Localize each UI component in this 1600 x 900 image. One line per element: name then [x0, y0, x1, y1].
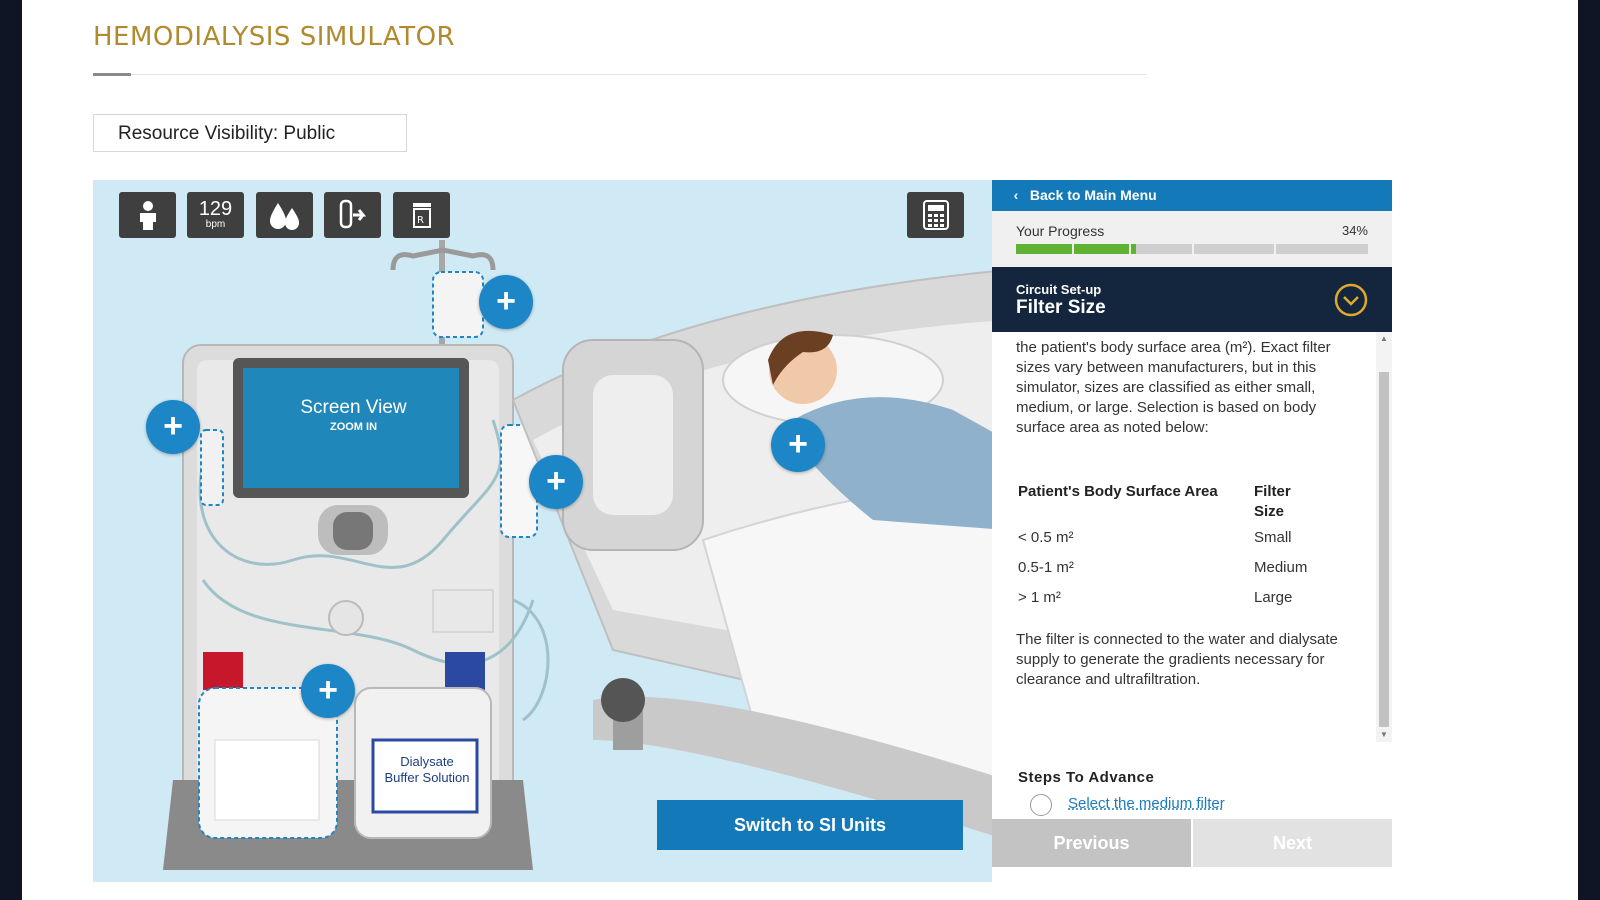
svg-text:R: R	[416, 215, 424, 226]
jug-label-line2: Buffer Solution	[384, 770, 470, 785]
simulation-scene	[93, 180, 1007, 882]
scroll-down-icon[interactable]: ▼	[1380, 730, 1388, 739]
progress-fill	[1016, 244, 1136, 254]
jug-label-line1: Dialysate	[400, 754, 454, 769]
add-iv-bag-button[interactable]: +	[479, 275, 533, 329]
switch-si-units-button[interactable]: Switch to SI Units	[657, 800, 963, 850]
select-medium-filter-link[interactable]: Select the medium filter	[1068, 795, 1225, 812]
add-solution-jug-button[interactable]: +	[301, 664, 355, 718]
table-cell-bsa: < 0.5 m²	[1018, 529, 1074, 546]
table-header-filter-size: Filter Size	[1254, 483, 1291, 520]
drops-icon	[267, 200, 303, 230]
table-cell-size: Medium	[1254, 559, 1308, 576]
progress-percent: 34%	[1341, 223, 1368, 238]
patient-info-button[interactable]	[119, 192, 176, 238]
title-divider	[93, 74, 1147, 75]
next-button[interactable]: Next	[1193, 819, 1392, 867]
table-header-bsa: Patient's Body Surface Area	[1018, 483, 1218, 500]
title-divider-accent	[93, 73, 131, 76]
screen-view-title: Screen View	[300, 397, 407, 418]
scroll-up-icon[interactable]: ▲	[1380, 334, 1388, 343]
add-right-filter-button[interactable]: +	[529, 455, 583, 509]
progress-label: Your Progress	[1016, 223, 1105, 239]
dialysate-jug-label	[375, 742, 479, 814]
step-content	[992, 332, 1376, 742]
scrollbar-thumb[interactable]	[1379, 372, 1389, 727]
progress-section	[992, 211, 1392, 267]
fluids-button[interactable]	[256, 192, 313, 238]
progress-segment-divider	[1129, 244, 1131, 254]
heart-rate-value: 129	[198, 198, 233, 220]
step-checkbox[interactable]	[1030, 794, 1052, 816]
resource-visibility-label: Resource Visibility: Public	[93, 114, 407, 152]
progress-bar	[1016, 244, 1368, 254]
progress-segment-divider	[1274, 244, 1276, 254]
chevron-left-icon: ‹	[1013, 187, 1019, 203]
table-cell-size: Small	[1254, 529, 1292, 546]
page-title: HEMODIALYSIS SIMULATOR	[93, 22, 456, 52]
table-cell-bsa: 0.5-1 m²	[1018, 559, 1074, 576]
progress-segment-divider	[1072, 244, 1074, 254]
content-scrollbar[interactable]	[1376, 332, 1392, 742]
table-cell-bsa: > 1 m²	[1018, 589, 1061, 606]
chevron-down-circle-icon[interactable]	[1334, 283, 1368, 317]
person-icon	[135, 200, 161, 230]
step-header	[992, 267, 1392, 332]
steps-to-advance-title: Steps To Advance	[1018, 769, 1155, 786]
step-category: Circuit Set-up	[1016, 282, 1102, 297]
screen-view-subtitle: ZOOM IN	[329, 421, 378, 433]
labs-button[interactable]	[324, 192, 381, 238]
step-title: Filter Size	[1016, 297, 1106, 318]
add-left-filter-button[interactable]: +	[146, 400, 200, 454]
prescription-button[interactable]	[393, 192, 450, 238]
table-cell-size: Large	[1254, 589, 1293, 606]
back-to-main-menu-button[interactable]	[992, 180, 1392, 211]
add-patient-access-button[interactable]: +	[771, 418, 825, 472]
previous-button[interactable]: Previous	[992, 819, 1191, 867]
hemodialysis-scene-illustration	[93, 180, 1007, 882]
lab-tube-icon	[335, 199, 371, 231]
page	[22, 0, 1578, 900]
heart-rate-unit: bpm	[205, 219, 226, 230]
progress-segment-divider	[1192, 244, 1194, 254]
filter-size-paragraph-1: the patient's body surface area (m²). Exact filter sizes vary between manufacturers, but in this simulator, sizes are classified as either small, medium, or large. Selection is based on body surface area as noted below:	[1016, 339, 1331, 436]
heart-rate-button[interactable]	[187, 192, 244, 238]
back-label: Back to Main Menu	[1029, 187, 1157, 203]
calculator-icon	[923, 200, 949, 230]
filter-size-paragraph-2: The filter is connected to the water and dialysate supply to generate the gradients necessary for clearance and ultrafiltration.	[1016, 631, 1338, 688]
prescription-icon	[410, 201, 434, 229]
screen-view-zoom-button[interactable]	[240, 367, 467, 487]
instruction-panel	[992, 180, 1392, 882]
calculator-button[interactable]	[907, 192, 964, 238]
